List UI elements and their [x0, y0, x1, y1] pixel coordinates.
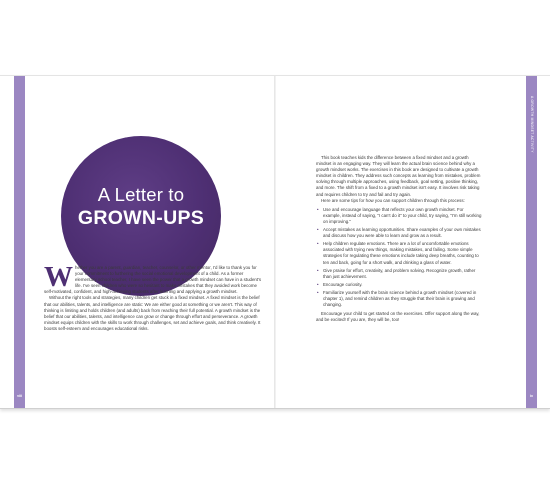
left-paragraph-1-text: hether you are a parent, guardian, teacher, counselor, or other mentor, I'd like to thank you for your commitment to furthering the social emotional development of a child. As a former elementary school teacher, I have seen the power that a growth mindset can have in a student's life. I've seen children who were so hesitant to make mistakes that they avoided work become self-motivated, confident, and high-achieving students after learning and applying a growth mindset. — [44, 265, 262, 295]
right-page-side-band — [526, 76, 537, 408]
left-page-side-band — [14, 76, 25, 408]
list-item: • Use and encourage language that reflects your own growth mindset. For example, instead of saying, "I can't do it" to your child, try saying, "I'm still working on improving." — [323, 207, 482, 225]
chapter-title-line-1: A Letter to — [97, 184, 185, 205]
left-paragraph-1 — [44, 261, 264, 295]
page-gutter — [274, 76, 276, 408]
left-page-body — [44, 261, 264, 332]
book-spread — [0, 75, 550, 409]
right-paragraph-1: This book teaches kids the difference between a fixed mindset and a growth mindset in an engaging way. They will learn the actual brain science behind why a growth mindset works. The exercises in this book are designed to cultivate a growth mindset in children. They address such concepts as learning from mistakes, problem solving through multiple approaches, using feedback, goal setting, positive thinking, and more. The shift from a fixed to a growth mindset isn't easy. It involves risk taking and requires children to try and fail and try again. — [316, 155, 481, 197]
drop-cap: W — [44, 261, 73, 293]
left-page-number: viii — [17, 394, 22, 398]
chapter-title-line-2: GROWN-UPS — [77, 207, 205, 229]
list-item: • Accept mistakes as learning opportunities. Share examples of your own mistakes and discuss how you were able to learn and grow as a result. — [323, 227, 482, 239]
left-paragraph-2: Without the right tools and strategies, many children get stuck in a fixed mindset. A fixed mindset is the belief that our abilities, talents, and intelligence are static: We are either good at something or we aren't. This way of thinking is limiting and holds children (and adults) back from reaching their full potential. A growth mindset is the belief that our abilities, talents, and intelligence can grow or change through effort and perseverance. A growth mindset equips children with the skills to work through challenges, set and achieve goals, and think creatively. It boosts self-esteem and encourages educational risks. — [44, 295, 261, 331]
list-item: • Encourage curiosity. — [323, 282, 482, 288]
tips-list — [316, 207, 482, 308]
right-page-number: ix — [530, 394, 533, 398]
list-item: • Familiarize yourself with the brain science behind a growth mindset (covered in chapter 1), and remind children as they struggle that their brain is growing and changing. — [323, 290, 482, 308]
list-item: • Help children regulate emotions. There are a lot of uncomfortable emotions associated with trying new things, making mistakes, and failing. Some simple strategies for regulating these emotions include taking deep breaths, counting to ten and back, going for a short walk, and drinking a glass of water. — [323, 241, 482, 265]
right-closing-paragraph: Encourage your child to get started on the exercises. Offer support along the way, and be excited! If you are, they will be, too! — [316, 311, 480, 323]
right-page-body — [316, 155, 482, 323]
right-paragraph-2: Here are some tips for how you can support children through this process: — [321, 197, 465, 203]
running-book-title: A GROWTH MINDSET ACTIVITY — [530, 96, 534, 153]
list-item: • Give praise for effort, creativity, and problem solving. Recognize growth, rather than just achievement. — [323, 268, 482, 280]
